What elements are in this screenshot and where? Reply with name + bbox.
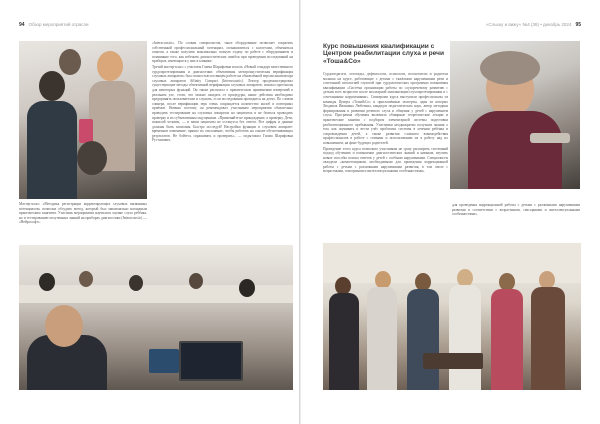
right-paragraph-2: Проведение этого курса позволило участникам не сразу расширить системный подход обучению и повышение диагностических знаний и навыков, изучить новые способы поиска ответов у детей с особыми нарушениями. Специалисты овладели «компетенциями, необходимыми для проведения коррекционной работы с детьми с различными нарушениями развития, в том числе с возрастными, сенсорными и интеллектуальными особенностями». xyxy=(323,146,448,174)
photo-speaker-portrait xyxy=(450,41,580,189)
right-column-text-2 xyxy=(452,203,580,239)
right-paragraph-1: Сурдопедагоги, логопеды, дефектологи, психологи, воспитатели и родители малыша на курсе, работающие с детьми с тяжёлыми нарушениями речи и сочетанной патологией глухотой при сурдологических программах повышения квалификации «Система организации работы по слухоречевому развитию с детьми всех возрастов после кохлеарной имплантации/слухопротезирования и с сочетанными нарушениями». Спикерами курса выступили профессионалы из команды Центра «Тоша&Co» и приглашённые эксперты, один из которых Людмила Ивановна Любезина, кандидат педагогических наук, автор методики формирования и развития речевого слуха и общения у детей с нарушением слуха. Программа обучения включила обширные теоретические лекции и практические занятия с подбором элементарной системы подготовки реабилитационного пребывания. Участники неоднократно получили знания о том, как оценивать и вести учёт проблемах системы в лечении ребёнка и сопровождения детей, а также развития сложного взаимодействия профессионалов в работе с семьями и использовании их в работу над их повышением, на фоне будущих родителей. xyxy=(323,72,448,145)
left-running-header xyxy=(19,22,89,28)
left-column-text xyxy=(152,41,293,242)
issue-info: «Слышу и вижу» №4 (38) • декабрь 2024 xyxy=(485,22,572,27)
photo-caption-text xyxy=(19,202,147,242)
photo-course-participants-group xyxy=(323,243,581,390)
right-running-header xyxy=(486,22,581,28)
page-gutter xyxy=(299,0,301,424)
photo-hearing-aid-fitting xyxy=(19,41,147,199)
left-paragraph-1: «Interacoustic». По словам специалистов, такое оборудование позволяет сократить собственный профессиональный потенциал, познакомиться с коллегами, обменяться опытом, а также получить максимально полную отдачу по работе с оборудованием и понимание того, как избежать диагностических ошибок при проведении исследований на приборах, имеющихся у них в клинике. xyxy=(152,41,293,64)
caption-paragraph: Мастер-класс «Методика регистрации корректирующих слуховых вызванных потенциалов» позволил обсудить метод, который был максимально наглядным практическим занятием. Участник мероприятия научились оценке слуха ребёнка, но и тестированию полученных знаний на приборах диагностики (Interacoustic) — «Нейрософт». xyxy=(19,202,147,225)
right-paragraph-3: для проведения коррекционной работы с детьми с различными нарушениями развития в соответствии с возрастными, сенсорными и интеллектуальными особенностями». xyxy=(452,203,580,217)
left-paragraph-2: Третий мастер-класс с участием Гамма Шарифовна исполь «Новый стандарт качественного сурдопротезирования и диагностики: объективная электроакустическая верификация слуховых аппаратов» был полностью посвящён работе на обновлённой версии анализатора слуховых аппаратов Affinity Compact (Interacoustic). Лектор продемонстрировал существующие методы объективной верификации слуховых аппаратов, показал протоколы для некоторых функций. Он также рассказал о практическом применении измерений в реальном ухе, стоит, что можно ожидать от процедуры, какие действия необходимо предпринять пользователям и слушать, если исследования проводятся на детях. По словам спикера, после верификации звук очень сокращается количество жалоб и повторных приёмов. Именно поэтому он рекомендовал участникам мероприятия обязательно проводить тестирование на слуховых аппаратах на пациентах и не бояться проводить проверку и их субъективным ощущениям. «Применяйте не принуждение, а проверку. Дети, пожилой человек, — и ваши пациенты не останутся без ответа. Все цифры и данные должны быть записаны. Быстро исследуй! Настройки функции в слуховом аппарате: временное изменение, прямое их отклонение, чтобы работать на основе обеспечивающих результатов. Не бойтесь спрашивать и проверять», — подытожил Гамма Шарифовна Рустамович. xyxy=(152,64,293,143)
right-page-number: 95 xyxy=(575,22,581,28)
right-column-text xyxy=(323,72,448,240)
left-page-number: 94 xyxy=(19,22,25,28)
photo-masterclass-audience xyxy=(19,245,293,390)
article-title: Курс повышения квалификации с Центром реабилитации слуха и речи «Тоша&Co» xyxy=(323,43,445,65)
left-section-title: Обзор мероприятий отрасли xyxy=(28,22,89,27)
